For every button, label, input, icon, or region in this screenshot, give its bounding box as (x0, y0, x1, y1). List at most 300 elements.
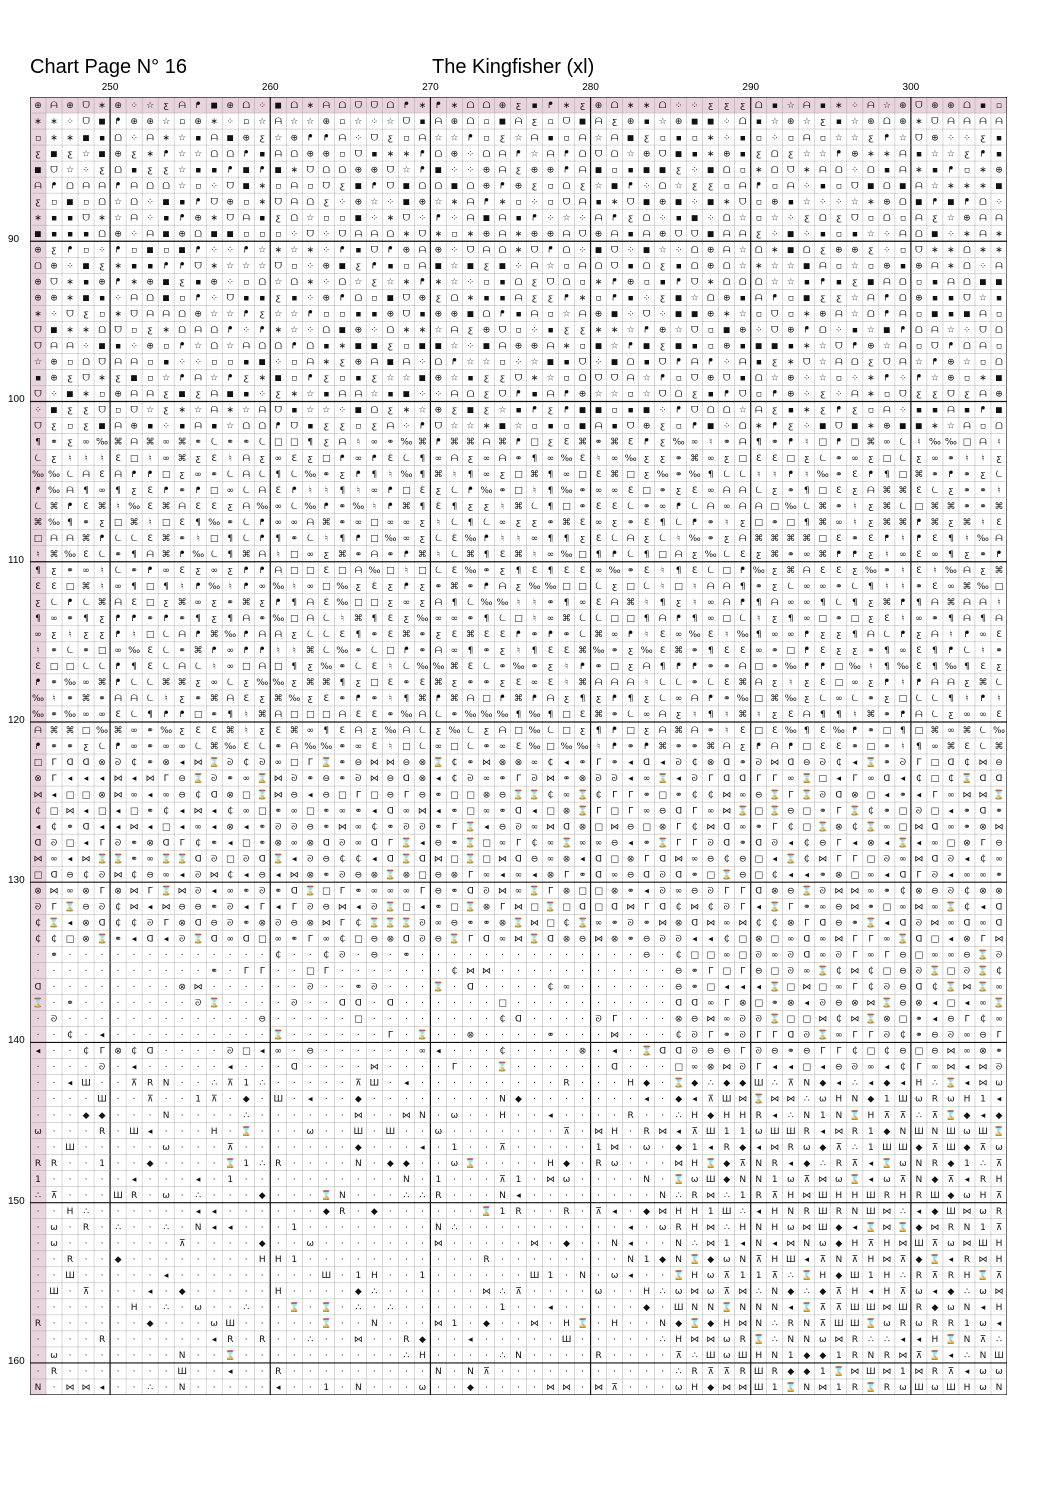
stitch-symbol: · (85, 1271, 88, 1281)
stitch-symbol: ¶ (468, 518, 474, 528)
stitch-symbol: ◼ (595, 406, 602, 416)
stitch-symbol: R (884, 1351, 890, 1361)
stitch-symbol: ⊗ (499, 758, 507, 768)
stitch-symbol: ⚭ (675, 742, 683, 752)
stitch-symbol: ♮ (533, 486, 536, 496)
stitch-symbol: ¶ (564, 598, 570, 608)
stitch-symbol: ▫ (916, 342, 922, 352)
stitch-symbol: ⌘ (194, 646, 203, 656)
stitch-symbol: ¶ (660, 518, 666, 528)
stitch-symbol: ᒥ (756, 1031, 761, 1041)
stitch-symbol: ᖰ (228, 374, 233, 384)
stitch-symbol: ⊗ (627, 854, 635, 864)
stitch-symbol: ƹ (83, 310, 88, 320)
stitch-symbol: · (533, 1191, 536, 1201)
stitch-symbol: ☆ (418, 406, 426, 416)
stitch-symbol: ∗ (98, 213, 106, 223)
stitch-symbol: ᗩ (194, 374, 202, 384)
stitch-symbol: ᒥ (708, 774, 713, 784)
stitch-symbol: ⊕ (435, 406, 443, 416)
stitch-symbol: Ɛ (708, 630, 714, 640)
stitch-symbol: · (533, 1335, 536, 1345)
stitch-symbol: ᘇ (980, 742, 986, 752)
stitch-symbol: ƹ (356, 582, 361, 592)
stitch-symbol: ∴ (964, 1287, 970, 1297)
stitch-symbol: ᘐ (371, 983, 377, 993)
stitch-symbol: ∴ (772, 1079, 778, 1089)
stitch-symbol: ᘇ (163, 630, 169, 640)
stitch-symbol: ⚭ (963, 806, 971, 816)
stitch-symbol: ♮ (997, 694, 1000, 704)
stitch-symbol: ▪ (596, 197, 602, 207)
stitch-symbol: ᒥ (740, 886, 745, 896)
stitch-symbol: ⚭ (323, 822, 331, 832)
stitch-symbol: ∗ (403, 277, 411, 287)
stitch-symbol: ☆ (178, 165, 186, 175)
stitch-symbol: · (613, 1111, 616, 1121)
stitch-symbol: ƹ (452, 678, 457, 688)
stitch-symbol: ◼ (98, 117, 105, 127)
stitch-symbol: ☆ (82, 149, 90, 159)
stitch-symbol: ⊖ (66, 870, 74, 880)
stitch-symbol: ⋈ (818, 1175, 827, 1185)
stitch-symbol: ▫ (131, 245, 137, 255)
stitch-symbol: ⌘ (562, 518, 571, 528)
stitch-symbol: ∴ (388, 1303, 394, 1313)
stitch-symbol: ☆ (370, 390, 378, 400)
stitch-symbol: · (165, 1159, 168, 1169)
stitch-symbol: ᗝ (291, 213, 299, 223)
stitch-symbol: ⚭ (819, 806, 827, 816)
stitch-symbol: ⌘ (530, 470, 539, 480)
stitch-symbol: ᗩ (307, 598, 315, 608)
stitch-symbol: ᖰ (917, 374, 922, 384)
stitch-symbol: ᘐ (307, 983, 313, 993)
stitch-symbol: ∗ (435, 277, 443, 287)
stitch-symbol: ᗩ (130, 294, 138, 304)
stitch-symbol: ⊕ (451, 310, 459, 320)
stitch-symbol: ⚭ (435, 582, 443, 592)
stitch-symbol: · (197, 1239, 200, 1249)
stitch-symbol: ∗ (531, 374, 539, 384)
stitch-symbol: ⋈ (82, 1383, 91, 1393)
stitch-symbol: ⋈ (706, 918, 715, 928)
stitch-symbol: ♮ (517, 534, 520, 544)
stitch-symbol: ⊕ (723, 342, 731, 352)
stitch-symbol: ᗝ (915, 326, 923, 336)
stitch-symbol: ◆ (963, 1111, 970, 1121)
stitch-symbol: ᘐ (916, 967, 922, 977)
stitch-symbol: 1 (596, 1143, 602, 1153)
stitch-symbol: Ш (706, 1127, 716, 1137)
stitch-symbol: ᒥ (772, 774, 777, 784)
stitch-symbol: ᗝ (114, 165, 122, 175)
stitch-symbol: · (581, 1351, 584, 1361)
stitch-symbol: · (149, 1223, 152, 1233)
stitch-symbol: ∞ (291, 806, 299, 816)
stitch-symbol: ⊖ (323, 854, 331, 864)
stitch-symbol: □ (642, 822, 651, 832)
stitch-symbol: ᗝ (595, 261, 603, 271)
stitch-symbol: ₵ (708, 790, 714, 800)
stitch-symbol: ᗝ (307, 197, 315, 207)
stitch-symbol: ☆ (498, 406, 506, 416)
stitch-symbol: ⁘ (435, 390, 443, 400)
stitch-symbol: · (389, 1319, 392, 1329)
stitch-symbol: ♮ (725, 518, 728, 528)
stitch-symbol: ∞ (307, 726, 315, 736)
stitch-symbol: ᗡ (643, 870, 650, 880)
stitch-symbol: ⁘ (723, 422, 731, 432)
stitch-symbol: · (85, 1015, 88, 1025)
stitch-symbol: · (485, 1127, 488, 1137)
stitch-symbol: · (325, 1255, 328, 1265)
stitch-symbol: ƹ (484, 390, 489, 400)
stitch-symbol: ♮ (68, 454, 71, 464)
stitch-symbol: ◆ (691, 1079, 698, 1089)
stitch-symbol: ‰ (48, 470, 60, 480)
stitch-symbol: ᗩ (867, 294, 875, 304)
stitch-symbol: · (325, 1287, 328, 1297)
stitch-symbol: ᖰ (612, 550, 617, 560)
stitch-symbol: ω (979, 1383, 987, 1393)
stitch-symbol: · (645, 1159, 648, 1169)
stitch-symbol: ∞ (547, 854, 555, 864)
stitch-symbol: · (405, 1143, 408, 1153)
stitch-symbol: ᘇ (243, 486, 249, 496)
stitch-symbol: □ (915, 726, 924, 736)
stitch-symbol: · (85, 1335, 88, 1345)
stitch-symbol: ƹ (99, 518, 104, 528)
stitch-symbol: ᗜ (226, 294, 234, 304)
stitch-symbol: ⊗ (867, 838, 875, 848)
stitch-symbol: ƹ (964, 678, 969, 688)
stitch-symbol: ƹ (820, 630, 825, 640)
stitch-symbol: · (165, 1063, 168, 1073)
stitch-symbol: ⌘ (450, 694, 459, 704)
stitch-symbol: ⊼ (515, 1287, 522, 1297)
stitch-symbol: ƹ (67, 149, 72, 159)
stitch-symbol: H (819, 1271, 826, 1281)
stitch-symbol: ⚭ (499, 662, 507, 672)
stitch-symbol: ᖰ (404, 101, 409, 111)
stitch-symbol: · (85, 1127, 88, 1137)
stitch-symbol: ᘐ (948, 886, 954, 896)
stitch-symbol: ⁘ (803, 374, 811, 384)
stitch-symbol: ▪ (323, 342, 329, 352)
stitch-symbol: ∗ (98, 101, 106, 111)
stitch-symbol: ♮ (645, 598, 648, 608)
stitch-symbol: ☆ (611, 342, 619, 352)
stitch-symbol: ¶ (948, 694, 954, 704)
stitch-symbol: ◂ (853, 838, 858, 848)
stitch-symbol: · (437, 1079, 440, 1089)
stitch-symbol: · (373, 1143, 376, 1153)
stitch-symbol: · (629, 1383, 632, 1393)
stitch-symbol: · (421, 1367, 424, 1377)
stitch-symbol: ᘇ (579, 614, 585, 624)
stitch-symbol: · (405, 1031, 408, 1041)
stitch-symbol: ᖰ (885, 310, 890, 320)
stitch-symbol: ᗜ (659, 149, 667, 159)
stitch-symbol: ᗜ (691, 229, 699, 239)
stitch-symbol: ⌘ (466, 438, 475, 448)
stitch-symbol: · (309, 1191, 312, 1201)
stitch-symbol: ᘐ (291, 822, 297, 832)
stitch-symbol: H (964, 1383, 971, 1393)
stitch-symbol: · (661, 1383, 664, 1393)
stitch-symbol: ∴ (980, 1159, 986, 1169)
stitch-symbol: ∞ (275, 518, 283, 528)
stitch-symbol: ▪ (628, 165, 634, 175)
stitch-symbol: ⋈ (882, 1367, 891, 1377)
stitch-symbol: ƹ (196, 678, 201, 688)
stitch-symbol: H (131, 1303, 138, 1313)
stitch-symbol: ⌛ (401, 916, 412, 928)
stitch-symbol: · (117, 1031, 120, 1041)
stitch-symbol: ∴ (259, 1079, 265, 1089)
stitch-symbol: · (517, 1063, 520, 1073)
stitch-symbol: ‰ (432, 662, 444, 672)
stitch-symbol: ⌛ (801, 788, 812, 800)
stitch-symbol: ⌘ (770, 550, 779, 560)
stitch-symbol: ▪ (628, 294, 634, 304)
stitch-symbol: ¶ (660, 598, 666, 608)
row-label: 110 (8, 556, 24, 566)
stitch-symbol: ‰ (320, 662, 332, 672)
stitch-symbol: ᗜ (515, 374, 523, 384)
stitch-symbol: · (181, 951, 184, 961)
stitch-symbol: ƹ (180, 694, 185, 704)
stitch-symbol: ◂ (100, 822, 105, 832)
stitch-symbol: ᗩ (483, 245, 491, 255)
stitch-symbol: · (53, 1303, 56, 1313)
stitch-symbol: ◼ (547, 358, 554, 368)
stitch-symbol: ᗩ (307, 518, 315, 528)
stitch-symbol: ⚭ (50, 678, 58, 688)
stitch-symbol: ◼ (995, 406, 1002, 416)
stitch-symbol: ᗝ (899, 197, 907, 207)
stitch-symbol: H (916, 1079, 923, 1089)
stitch-symbol: □ (482, 694, 491, 704)
stitch-symbol: · (645, 1239, 648, 1249)
stitch-symbol: ⊗ (755, 934, 763, 944)
stitch-symbol: ◆ (723, 1079, 730, 1089)
stitch-symbol: ☆ (867, 229, 875, 239)
stitch-symbol: · (133, 1159, 136, 1169)
stitch-symbol: ⌛ (929, 1349, 940, 1361)
stitch-symbol: · (277, 1351, 280, 1361)
stitch-symbol: ◼ (258, 358, 265, 368)
stitch-symbol: ◆ (947, 1191, 954, 1201)
stitch-symbol: ᗡ (723, 758, 730, 768)
stitch-symbol: ⋈ (882, 1207, 891, 1217)
stitch-symbol: · (373, 1255, 376, 1265)
stitch-symbol: · (437, 1271, 440, 1281)
stitch-symbol: ᗝ (963, 245, 971, 255)
stitch-symbol: ◼ (979, 277, 986, 287)
stitch-symbol: ∗ (451, 101, 459, 111)
stitch-symbol: · (373, 1223, 376, 1233)
stitch-symbol: ⌛ (897, 836, 908, 848)
stitch-symbol: · (53, 1111, 56, 1121)
stitch-symbol: ᗝ (755, 374, 763, 384)
row-label: 140 (8, 1036, 25, 1046)
stitch-symbol: ¶ (371, 470, 377, 480)
stitch-symbol: ⁘ (274, 358, 282, 368)
stitch-symbol: · (37, 1063, 40, 1073)
stitch-symbol: ₵ (452, 758, 458, 768)
stitch-symbol: N (755, 1175, 762, 1185)
stitch-symbol: ᗩ (226, 694, 234, 704)
stitch-symbol: ◂ (917, 1335, 922, 1345)
stitch-symbol: ₵ (980, 854, 986, 864)
stitch-symbol: ∴ (964, 1351, 970, 1361)
stitch-symbol: ᘇ (483, 662, 489, 672)
stitch-symbol: ƹ (868, 550, 873, 560)
stitch-symbol: · (597, 1223, 600, 1233)
stitch-symbol: ☆ (595, 390, 603, 400)
stitch-symbol: · (261, 1303, 264, 1313)
stitch-symbol: ‰ (785, 726, 797, 736)
stitch-symbol: · (341, 1223, 344, 1233)
stitch-symbol: ▫ (275, 181, 281, 191)
stitch-symbol: R (643, 1127, 649, 1137)
stitch-symbol: ᗝ (563, 245, 571, 255)
stitch-symbol: ᗩ (691, 694, 699, 704)
stitch-symbol: ω (451, 1111, 459, 1121)
stitch-symbol: ⋈ (818, 1383, 827, 1393)
stitch-symbol: ᗩ (579, 310, 587, 320)
stitch-symbol: ᘐ (996, 1063, 1002, 1073)
stitch-symbol: ⋈ (770, 1095, 779, 1105)
stitch-symbol: ω (963, 1127, 971, 1137)
stitch-symbol: ⊕ (707, 245, 715, 255)
stitch-symbol: ᘇ (131, 678, 137, 688)
stitch-symbol: Ɛ (420, 678, 426, 688)
stitch-symbol: · (69, 1175, 72, 1185)
stitch-symbol: ◂ (52, 790, 57, 800)
pattern-name: The Kingfisher (xl) (432, 56, 594, 79)
stitch-symbol: ᖰ (372, 261, 377, 271)
stitch-symbol: · (277, 1079, 280, 1089)
stitch-symbol: ◼ (675, 197, 682, 207)
stitch-symbol: ¶ (355, 630, 361, 640)
stitch-symbol: ᗝ (723, 277, 731, 287)
stitch-symbol: R (724, 1143, 730, 1153)
stitch-symbol: · (293, 1287, 296, 1297)
stitch-symbol: □ (754, 999, 763, 1009)
stitch-symbol: ¶ (596, 550, 602, 560)
stitch-symbol: ᗩ (499, 229, 507, 239)
stitch-symbol: ¶ (852, 630, 858, 640)
stitch-symbol: ᒥ (996, 1031, 1001, 1041)
stitch-symbol: ⌛ (881, 997, 892, 1009)
stitch-symbol: ⊗ (611, 886, 619, 896)
stitch-symbol: R (83, 1223, 89, 1233)
stitch-symbol: ᖰ (692, 662, 697, 672)
stitch-symbol: ᒥ (836, 854, 841, 864)
stitch-symbol: · (69, 951, 72, 961)
stitch-symbol: · (549, 1367, 552, 1377)
stitch-symbol: · (101, 1351, 104, 1361)
stitch-symbol: ♮ (84, 454, 87, 464)
stitch-symbol: ☆ (819, 374, 827, 384)
stitch-symbol: ⌛ (273, 1029, 284, 1041)
stitch-symbol: ƹ (964, 390, 969, 400)
stitch-symbol: ◼ (130, 374, 137, 384)
stitch-symbol: 1 (884, 1095, 890, 1105)
stitch-symbol: ⌛ (705, 1157, 716, 1169)
stitch-symbol: ᗩ (275, 630, 283, 640)
stitch-symbol: ⌛ (993, 788, 1004, 800)
stitch-symbol: ∗ (707, 149, 715, 159)
stitch-symbol: ⁘ (194, 358, 202, 368)
stitch-symbol: ᘇ (675, 518, 681, 528)
stitch-symbol: N (835, 1111, 842, 1121)
stitch-symbol: ⊖ (371, 951, 379, 961)
stitch-symbol: □ (546, 806, 555, 816)
stitch-symbol: ᖰ (244, 245, 249, 255)
stitch-symbol: 1 (227, 1175, 233, 1185)
stitch-symbol: ¶ (420, 454, 426, 464)
stitch-symbol: · (661, 1303, 664, 1313)
stitch-symbol: ♮ (517, 598, 520, 608)
stitch-symbol: ⚭ (146, 758, 154, 768)
stitch-symbol: H (67, 1207, 74, 1217)
stitch-symbol: ᗩ (899, 149, 907, 159)
stitch-symbol: □ (803, 742, 812, 752)
stitch-symbol: ᖰ (196, 294, 201, 304)
stitch-symbol: ‰ (448, 726, 460, 736)
stitch-symbol: ⚭ (355, 806, 363, 816)
stitch-symbol: ᗩ (499, 342, 507, 352)
stitch-symbol: ₵ (35, 934, 41, 944)
stitch-symbol: ₵ (724, 934, 730, 944)
stitch-symbol: ⊕ (947, 101, 955, 111)
stitch-symbol: ⁘ (771, 133, 779, 143)
stitch-symbol: □ (354, 598, 363, 608)
stitch-symbol: ᒥ (308, 934, 313, 944)
stitch-symbol: N (916, 1175, 923, 1185)
stitch-symbol: ᖰ (244, 310, 249, 320)
stitch-symbol: ⋈ (818, 1015, 827, 1025)
stitch-symbol: ∞ (275, 454, 283, 464)
stitch-symbol: ∗ (803, 310, 811, 320)
stitch-symbol: ♮ (533, 550, 536, 560)
stitch-symbol: Ɛ (243, 742, 249, 752)
stitch-symbol: ⊖ (627, 870, 635, 880)
stitch-symbol: ♮ (773, 470, 776, 480)
stitch-symbol: □ (610, 662, 619, 672)
stitch-symbol: ◼ (275, 374, 282, 384)
stitch-symbol: ⊕ (114, 390, 122, 400)
stitch-symbol: ‰ (128, 502, 140, 512)
stitch-symbol: ᒥ (100, 886, 105, 896)
stitch-symbol: ☆ (178, 181, 186, 191)
stitch-symbol: ◆ (83, 1111, 90, 1121)
stitch-symbol: ∗ (867, 374, 875, 384)
stitch-symbol: · (149, 1335, 152, 1345)
stitch-symbol: · (389, 1287, 392, 1297)
stitch-symbol: ⋈ (482, 758, 491, 768)
stitch-symbol: □ (562, 582, 571, 592)
stitch-symbol: ∗ (403, 229, 411, 239)
stitch-symbol: ᖰ (244, 646, 249, 656)
stitch-symbol: · (197, 1383, 200, 1393)
stitch-symbol: 1 (788, 1351, 794, 1361)
stitch-symbol: · (565, 1303, 568, 1313)
